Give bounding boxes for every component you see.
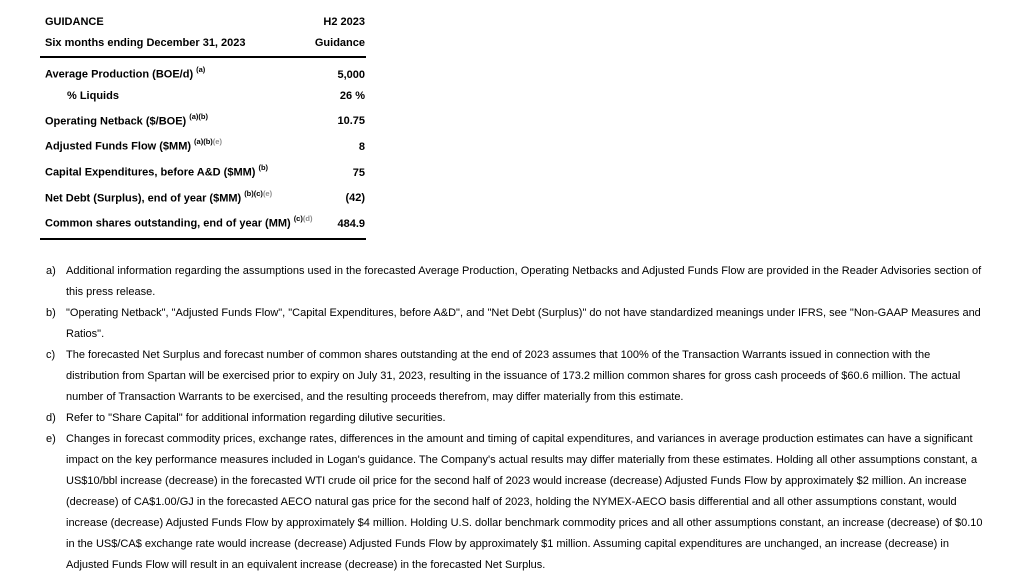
table-header-row-2 [40, 33, 366, 54]
row-value: 26 % [339, 89, 365, 102]
footnote-item [46, 345, 986, 408]
footnote-reference: (c) [293, 214, 303, 224]
guidance-table-header [40, 12, 366, 58]
footnote-reference: (e) [212, 137, 222, 147]
footnote-text: The forecasted Net Surplus and forecast number of common shares outstanding at the end of 2023 assumes that 100% of the Transaction Warrants issued in connection with the distribution from Spartan will be exercised prior to expiry on July 31, 2023, resulting in the issuance of 173.2 million common shares for gross cash proceeds of $60.6 million. The actual number of Transaction Warrants to be exercised, and the resulting proceeds therefrom, may differ materially from this estimate. [66, 349, 961, 403]
footnote-item [46, 261, 986, 303]
table-subtitle: Six months ending December 31, 2023 [45, 37, 246, 49]
footnote-letter: b) [46, 307, 56, 319]
footnote-text: Refer to "Share Capital" for additional information regarding dilutive securities. [66, 412, 446, 424]
row-label: Average Production (BOE/d) $^{(a)}$ [45, 65, 206, 81]
table-row [40, 158, 366, 184]
footnote-text: Changes in forecast commodity prices, exchange rates, differences in the amount and timing of capital expenditures, and variances in average production estimates can have a significant impact on the key performance measures included in Logan's guidance. The Company's actual results may differ materially from these estimates. Holding all other assumptions constant, a US$10/bbl increase (decrease) in the forecasted WTI crude oil price for the second half of 2023 would increase (decrease) Adjusted Funds Flow by approximately $2 million. An increase (decrease) of CA$1.00/GJ in the forecasted AECO natural gas price for the second half of 2023, holding the NYMEX-AECO basis differential and all other assumptions constant, would increase (decrease) Adjusted Funds Flow by approximately $4 million. Holding U.S. dollar benchmark commodity prices and all other assumptions constant, an increase (decrease) of $0.10 in the US$/CA$ exchange rate would increase (decrease) Adjusted Funds Flow by approximately $1 million. Assuming capital expenditures are unchanged, an increase (decrease) in Adjusted Funds Flow will result in an equivalent increase (decrease) in the forecasted Net Surplus. [66, 433, 983, 571]
row-label: Capital Expenditures, before A&D ($MM) $^{(b)}$ [45, 162, 269, 179]
footnote-letter: d) [46, 412, 56, 424]
footnote-item [46, 429, 986, 576]
row-value: (42) [345, 192, 365, 205]
footnote-reference: (b)(c) [244, 188, 263, 198]
row-label: Common shares outstanding, end of year (MM) $^{(c)(d)}$ [45, 214, 313, 230]
table-row [40, 86, 366, 107]
table-row [40, 60, 366, 86]
footnote-reference: (a) [196, 65, 206, 74]
footnote-letter: e) [46, 433, 56, 445]
row-value: 8 [358, 140, 365, 153]
row-label: % Liquids [67, 89, 119, 102]
table-title: GUIDANCE [45, 16, 104, 28]
footnote-text: "Operating Netback", "Adjusted Funds Flow", "Capital Expenditures, before A&D", and "Net Debt (Surplus)" do not have standardized meanings under IFRS, see "Non-GAAP Measures and Ratios". [66, 307, 981, 340]
footnote-letter: a) [46, 265, 56, 277]
footnote-reference: (a)(b) [194, 137, 213, 147]
column-header-period: H2 2023 [323, 16, 365, 28]
footnote-item [46, 408, 986, 429]
footnote-item [46, 303, 986, 345]
row-value: 75 [352, 166, 365, 179]
row-label: Net Debt (Surplus), end of year ($MM) $^{(b)(c)(e)}$ [45, 188, 273, 205]
row-label: Operating Netback ($/BOE) $^{(a)(b)}$ [45, 111, 208, 128]
column-header-guidance: Guidance [314, 37, 365, 49]
row-label: Adjusted Funds Flow ($MM) $^{(a)(b)(e)}$ [45, 137, 222, 153]
footnote-text: Additional information regarding the assumptions used in the forecasted Average Production, Operating Netbacks and Adjusted Funds Flow are provided in the Reader Advisories section of this press release. [66, 265, 982, 298]
table-row [40, 209, 366, 235]
footnote-letter: c) [46, 349, 56, 361]
footnote-reference: (a)(b) [189, 111, 208, 121]
table-row [40, 132, 366, 158]
table-row [40, 107, 366, 133]
table-row [40, 184, 366, 210]
guidance-table [40, 12, 366, 240]
footnote-reference: (b) [258, 162, 269, 172]
row-value: 5,000 [337, 68, 365, 81]
guidance-table-body [40, 58, 366, 240]
row-value: 10.75 [337, 115, 365, 128]
footnote-reference: (e) [262, 188, 273, 198]
footnote-reference: (d) [302, 214, 313, 224]
footnotes-section [46, 261, 986, 576]
table-header-row-1 [40, 12, 366, 33]
row-value: 484.9 [337, 217, 365, 230]
